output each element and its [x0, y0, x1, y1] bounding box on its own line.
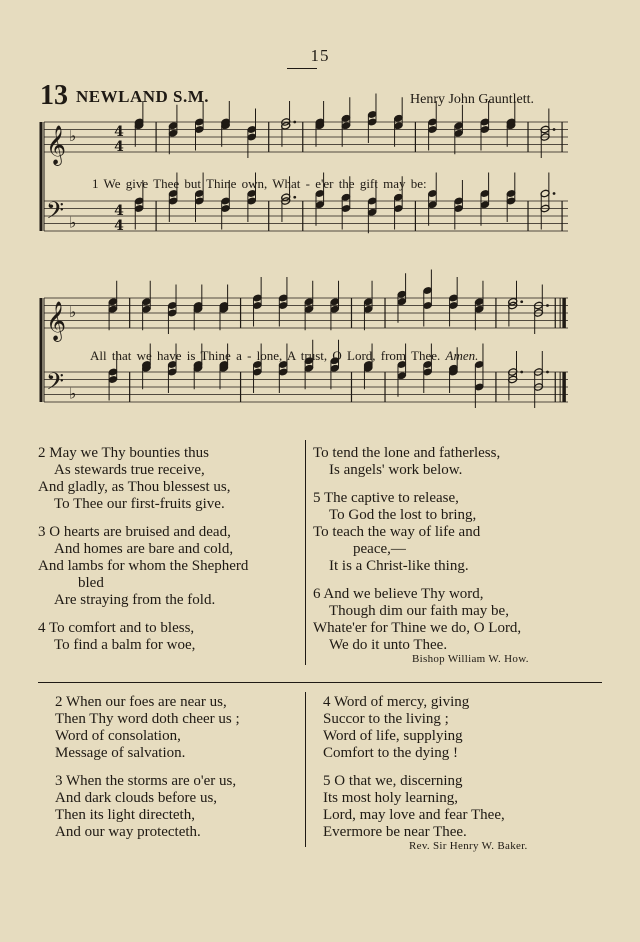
- tune-name: NEWLAND S.M.: [76, 87, 210, 106]
- stanza-gap: [38, 609, 248, 620]
- verse-line: Then Thy word doth cheer us ;: [55, 711, 240, 727]
- bass-time-signature-bottom: 4: [114, 218, 124, 234]
- bass-clef-icon: 𝄢: [46, 196, 65, 230]
- section-divider: [38, 682, 602, 683]
- verse-line: To Thee our first-fruits give.: [54, 496, 225, 512]
- stanza-gap: [38, 513, 248, 524]
- verse-line: 5 The captive to release,: [313, 490, 459, 506]
- verse-line: And homes are bare and cold,: [54, 541, 234, 557]
- verse-line: To tend the lone and fatherless,: [313, 445, 501, 461]
- verse-line: As stewards true receive,: [54, 462, 205, 478]
- verse-line: 2 When our foes are near us,: [55, 694, 227, 710]
- treble-clef-icon: 𝄞: [46, 301, 67, 341]
- continuation-right-column: [323, 694, 505, 841]
- verse-line: 3 O hearts are bruised and dead,: [38, 524, 231, 540]
- continuation-attribution: Rev. Sir Henry W. Baker.: [409, 840, 528, 852]
- verse-line: Then its light directeth,: [55, 807, 195, 823]
- composer: Henry John Gauntlett.: [410, 92, 535, 107]
- treble-time-signature-bottom: 4: [114, 139, 124, 155]
- verse-line: Is angels' work below.: [329, 462, 463, 478]
- verse-line: 2 May we Thy bounties thus: [38, 445, 209, 461]
- verse-line: 4 Word of mercy, giving: [323, 694, 470, 710]
- bass-clef-icon: 𝄢: [46, 367, 65, 401]
- bass-time-signature-top: 4: [114, 203, 124, 219]
- verse-line: To teach the way of life and: [313, 524, 481, 540]
- verse-line: Whate'er for Thine we do, O Lord,: [313, 620, 522, 636]
- hymn-number: 13: [40, 80, 68, 111]
- verse-line: Are straying from the fold.: [54, 592, 216, 608]
- treble-time-signature-top: 4: [114, 124, 124, 140]
- treble-clef-icon: 𝄞: [46, 125, 67, 165]
- bass-dot: [546, 371, 549, 374]
- flat-key-signature-icon: ♭: [69, 384, 77, 403]
- treble-dot: [520, 300, 523, 303]
- verse-line: 3 When the storms are o'er us,: [55, 773, 237, 789]
- verse-column-divider: [305, 440, 306, 665]
- verse-line: Word of life, supplying: [323, 728, 463, 744]
- treble-dot: [553, 128, 556, 131]
- continuation-left-column: [55, 694, 240, 841]
- lyric-underlay-line-2: [90, 348, 478, 364]
- verse-line: peace,—: [353, 541, 406, 557]
- verse-line: Though dim our faith may be,: [329, 603, 509, 619]
- verse-line: Its most holy learning,: [323, 790, 458, 806]
- verse-line: To God the lost to bring,: [329, 507, 477, 523]
- bass-dot: [520, 371, 523, 374]
- verse-line: Message of salvation.: [55, 745, 186, 761]
- verse-line: 6 And we believe Thy word,: [313, 586, 484, 602]
- treble-dot: [293, 121, 296, 124]
- stanza-gap: [323, 762, 505, 773]
- bass-dot: [293, 196, 296, 199]
- verse-line: 5 O that we, discerning: [323, 773, 463, 789]
- stanza-gap: [313, 575, 521, 586]
- verse-line: Comfort to the dying !: [323, 745, 458, 761]
- verse-line: bled: [78, 575, 104, 591]
- amen-text: Amen.: [445, 348, 479, 363]
- stanza-gap: [313, 479, 521, 490]
- bass-dot: [553, 192, 556, 195]
- verses-right-column: [313, 445, 521, 654]
- hymn-author-attribution: Bishop William W. How.: [412, 653, 529, 665]
- music-score: [0, 0, 640, 440]
- flat-key-signature-icon: ♭: [69, 213, 77, 232]
- verse-line: And our way protecteth.: [55, 824, 201, 840]
- verse-line: And lambs for whom the Shepherd: [38, 558, 249, 574]
- verse-line: We do it unto Thee.: [329, 637, 448, 653]
- lyric-underlay-line-2-text: All that we have is Thine a - lone, A trust, O Lord, from Thee.: [90, 348, 441, 363]
- verse-line: Evermore be near Thee.: [323, 824, 467, 840]
- lyric-underlay-line-1: 1 We give Thee but Thine own, What - e'er the gift may be:: [92, 176, 427, 191]
- stanza-gap: [55, 762, 240, 773]
- treble-dot: [546, 304, 549, 307]
- verse-line: And dark clouds before us,: [55, 790, 218, 806]
- continuation-column-divider: [305, 692, 306, 847]
- verse-line: And gladly, as Thou blessest us,: [38, 479, 231, 495]
- verses-left-column: [38, 445, 248, 654]
- verse-line: Succor to the living ;: [323, 711, 449, 727]
- verse-line: Word of consolation,: [55, 728, 181, 744]
- verse-line: Lord, may love and fear Thee,: [323, 807, 505, 823]
- verse-line: It is a Christ-like thing.: [329, 558, 469, 574]
- flat-key-signature-icon: ♭: [69, 127, 77, 145]
- verse-line: 4 To comfort and to bless,: [38, 620, 195, 636]
- verse-line: To find a balm for woe,: [54, 637, 196, 653]
- page-number: 15: [310, 46, 330, 65]
- flat-key-signature-icon: ♭: [69, 303, 77, 321]
